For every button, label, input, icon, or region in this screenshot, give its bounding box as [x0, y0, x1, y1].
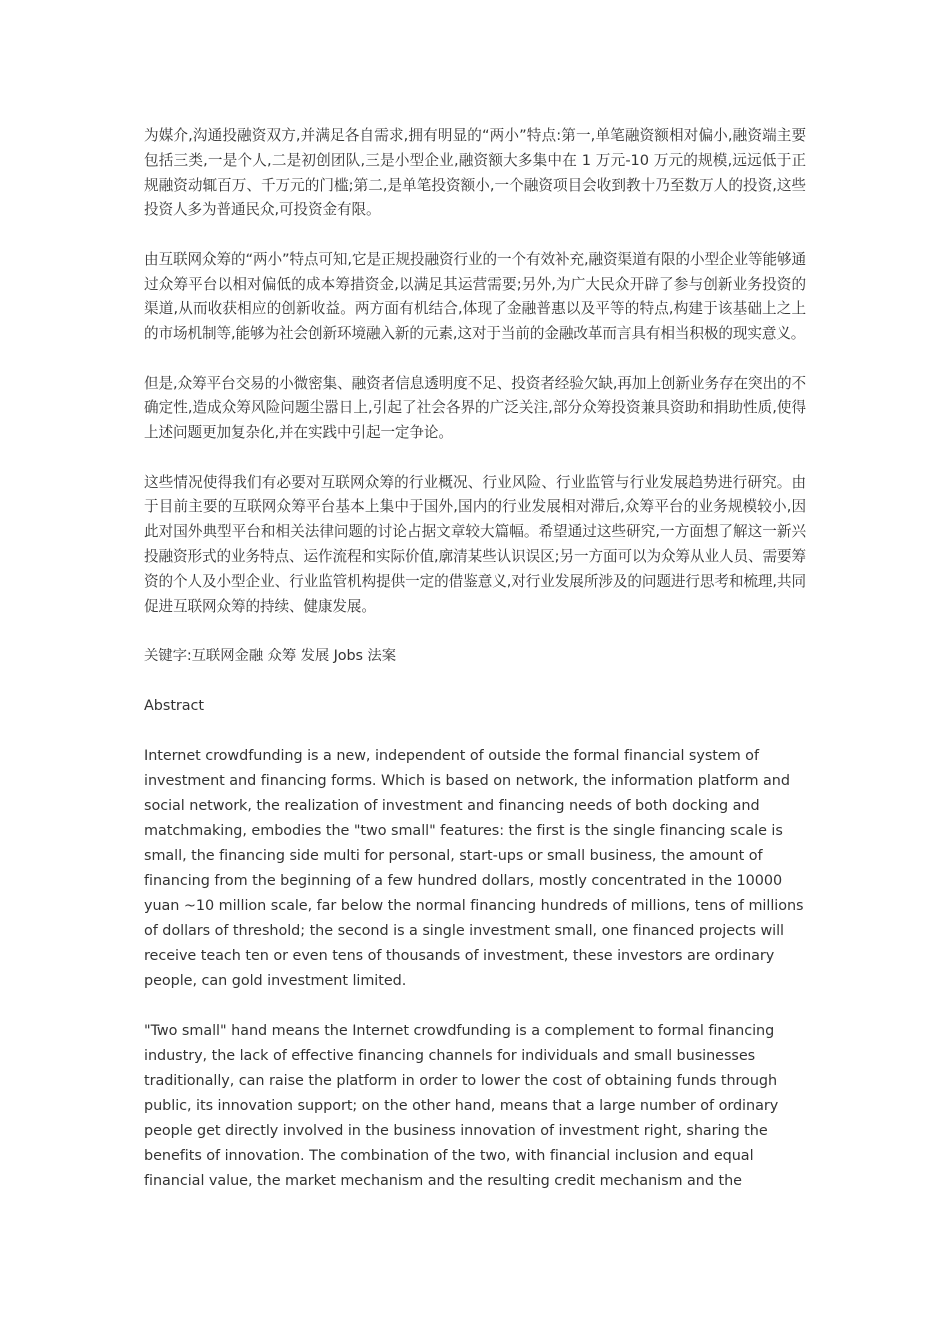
- document-page: [144, 124, 806, 1219]
- paragraph-en-1: Internet crowdfunding is a new, independent of outside the formal financial system of investment and financing forms. Which is based on network, the information platform and social network, the realization of investment and financing needs of both docking and matchmaking, embodies the "two small" features: the first is the single financing scale is small, the financing side multi for personal, start-ups or small business, the amount of financing from the beginning of a few hundred dollars, mostly concentrated in the 10000 yuan ~10 million scale, far below the normal financing hundreds of millions, tens of millions of dollars of threshold; the second is a single investment small, one financed projects will receive teach ten or even tens of thousands of investment, these investors are ordinary people, can gold investment limited.: [144, 747, 804, 989]
- keywords: 关键字:互联网金融 众筹 发展 Jobs 法案: [144, 647, 396, 664]
- paragraph-en-2: "Two small" hand means the Internet crowdfunding is a complement to formal financing industry, the lack of effective financing channels for individuals and small businesses traditionally, can raise the platform in order to lower the cost of obtaining funds through public, its innovation support; on the other hand, means that a large number of ordinary people get directly involved in the business innovation of investment right, sharing the benefits of innovation. The combination of the two, with financial inclusion and equal financial value, the market mechanism and the resulting credit mechanism and the: [144, 1022, 779, 1189]
- paragraph-cn-4: 这些情况使得我们有必要对互联网众筹的行业概况、行业风险、行业监管与行业发展趋势进行研究。由于目前主要的互联网众筹平台基本上集中于国外,国内的行业发展相对滞后,众筹平台的业务规模较小,因此对国外典型平台和相关法律问题的讨论占据文章较大篇幅。希望通过这些研究,一方面想了解这一新兴投融资形式的业务特点、运作流程和实际价值,廓清某些认识误区;另一方面可以为众筹从业人员、需要筹资的个人及小型企业、行业监管机构提供一定的借鉴意义,对行业发展所涉及的问题进行思考和梳理,共同促进互联网众筹的持续、健康发展。: [144, 473, 806, 615]
- paragraph-cn-2: 由互联网众筹的“两小”特点可知,它是正规投融资行业的一个有效补充,融资渠道有限的小型企业等能够通过众筹平台以相对偏低的成本筹措资金,以满足其运营需要;另外,为广大民众开辟了参与创新业务投资的渠道,从而收获相应的创新收益。两方面有机结合,体现了金融普惠以及平等的特点,构建于该基础上之上的市场机制等,能够为社会创新环境融入新的元素,这对于当前的金融改革而言具有相当积极的现实意义。: [144, 250, 806, 343]
- paragraph-cn-3: 但是,众筹平台交易的小微密集、融资者信息透明度不足、投资者经验欠缺,再加上创新业务存在突出的不确定性,造成众筹风险问题尘嚣日上,引起了社会各界的广泛关注,部分众筹投资兼具资助和捐助性质,使得上述问题更加复杂化,并在实践中引起一定争论。: [144, 374, 806, 442]
- paragraph-cn-1: 为媒介,沟通投融资双方,并满足各自需求,拥有明显的“两小”特点:第一,单笔融资额相对偏小,融资端主要包括三类,一是个人,二是初创团队,三是小型企业,融资额大多集中在 1 万元-10 万元的规模,远远低于正规融资动辄百万、千万元的门槛;第二,是单笔投资额小,一个融资项目会收到教十乃至数万人的投资,这些投资人多为普通民众,可投资金有限。: [144, 127, 806, 219]
- abstract-heading: Abstract: [144, 697, 205, 714]
